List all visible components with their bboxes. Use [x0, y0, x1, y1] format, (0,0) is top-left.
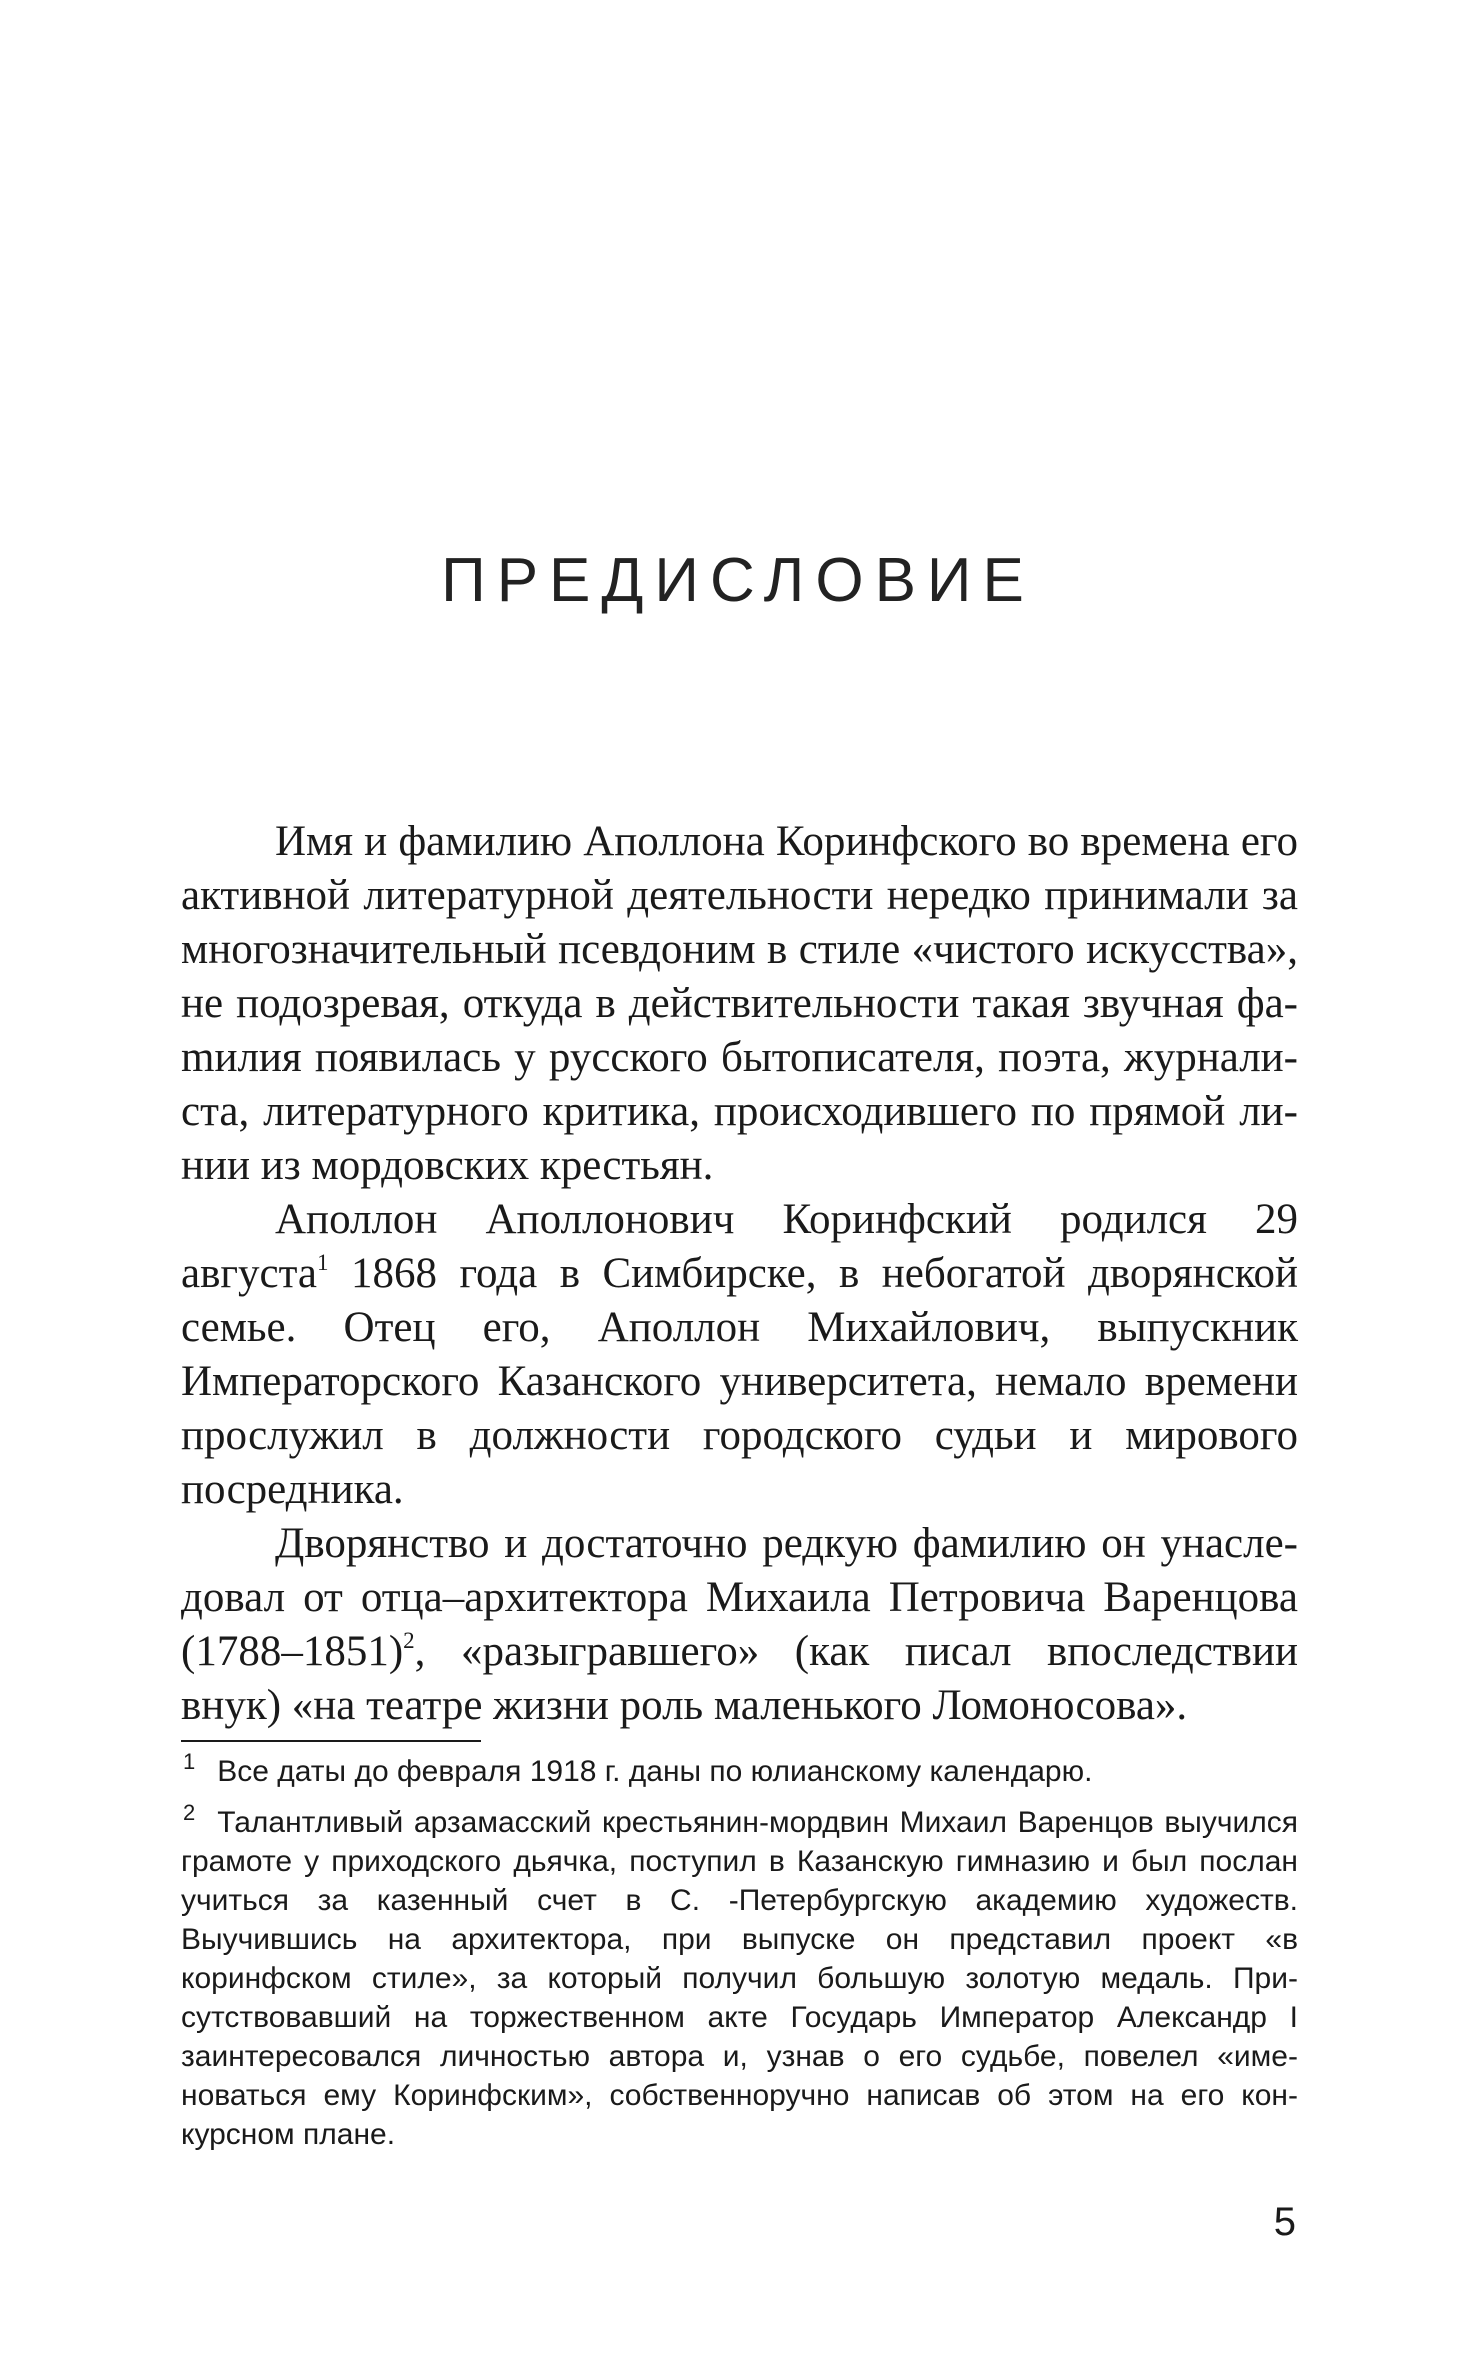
footnote-marker: 2	[183, 1800, 196, 1825]
paragraph-text: Аполлон Аполлонович Коринфский родился 29 августа	[181, 1196, 1298, 1297]
page-number: 5	[1273, 2200, 1296, 2244]
footnote-reference[interactable]: 2	[403, 1628, 415, 1653]
paragraph	[181, 1193, 1298, 1517]
paragraph	[181, 815, 1298, 1193]
footnote-reference[interactable]: 1	[317, 1250, 329, 1275]
paragraph-text: , «разыгравшего» (как писал впоследствии внук) «на театре жизни роль маленького Ломоносова».	[181, 1628, 1298, 1729]
footnote-marker: 1	[183, 1749, 196, 1774]
footnotes	[181, 1749, 1298, 2166]
footnote-text: Все даты до февраля 1918 г. даны по юлианскому календарю.	[217, 1755, 1093, 1788]
footnote	[181, 1749, 1298, 1791]
footnote-separator	[181, 1740, 481, 1742]
paragraph-text: 1868 года в Симбирске, в небогатой дворянской семье. Отец его, Аполлон Михайлович, выпускник Императорского Казанского университета, немало времени прослужил в должности городского судьи и мирового посредника.	[181, 1250, 1298, 1513]
body-text	[181, 815, 1298, 1733]
paragraph-text: Дворянство и достаточно редкую фамилию он унаследовал от отца–архитектора Михаила Петровича Варенцова (1788–1851)	[181, 1520, 1298, 1675]
chapter-title: ПРЕДИСЛОВИЕ	[441, 546, 1035, 615]
footnote-text: Талантливый арзамасский крестьянин-мордвин Михаил Варенцов выучился грамоте у приходского дьячка, поступил в Казанскую гимназию и был послан учиться за казенный счет в С. -Петербургскую академию художеств. Выучившись на архитектора, при выпуске он представил проект «в коринфском стиле», за который получил большую золотую медаль. Присутствовавший на торжественном акте Государь Император Александр I заинтересовался личностью автора и, узнав о его судьбе, повелел «именоваться ему Коринфским», собственноручно написав об этом на его конкурсном плане.	[181, 1806, 1298, 2151]
paragraph-text: Имя и фамилию Аполлона Коринфского во времена его активной литературной деятельности нередко принимали за многозначительный псевдоним в стиле «чистого искусства», не подозревая, откуда в действительности такая звучная фаmилия появилась у русского бытописателя, поэта, журналиста, литературного критика, происходившего по прямой линии из мордовских крестьян.	[181, 818, 1298, 1189]
footnote	[181, 1800, 1298, 2154]
paragraph	[181, 1517, 1298, 1733]
